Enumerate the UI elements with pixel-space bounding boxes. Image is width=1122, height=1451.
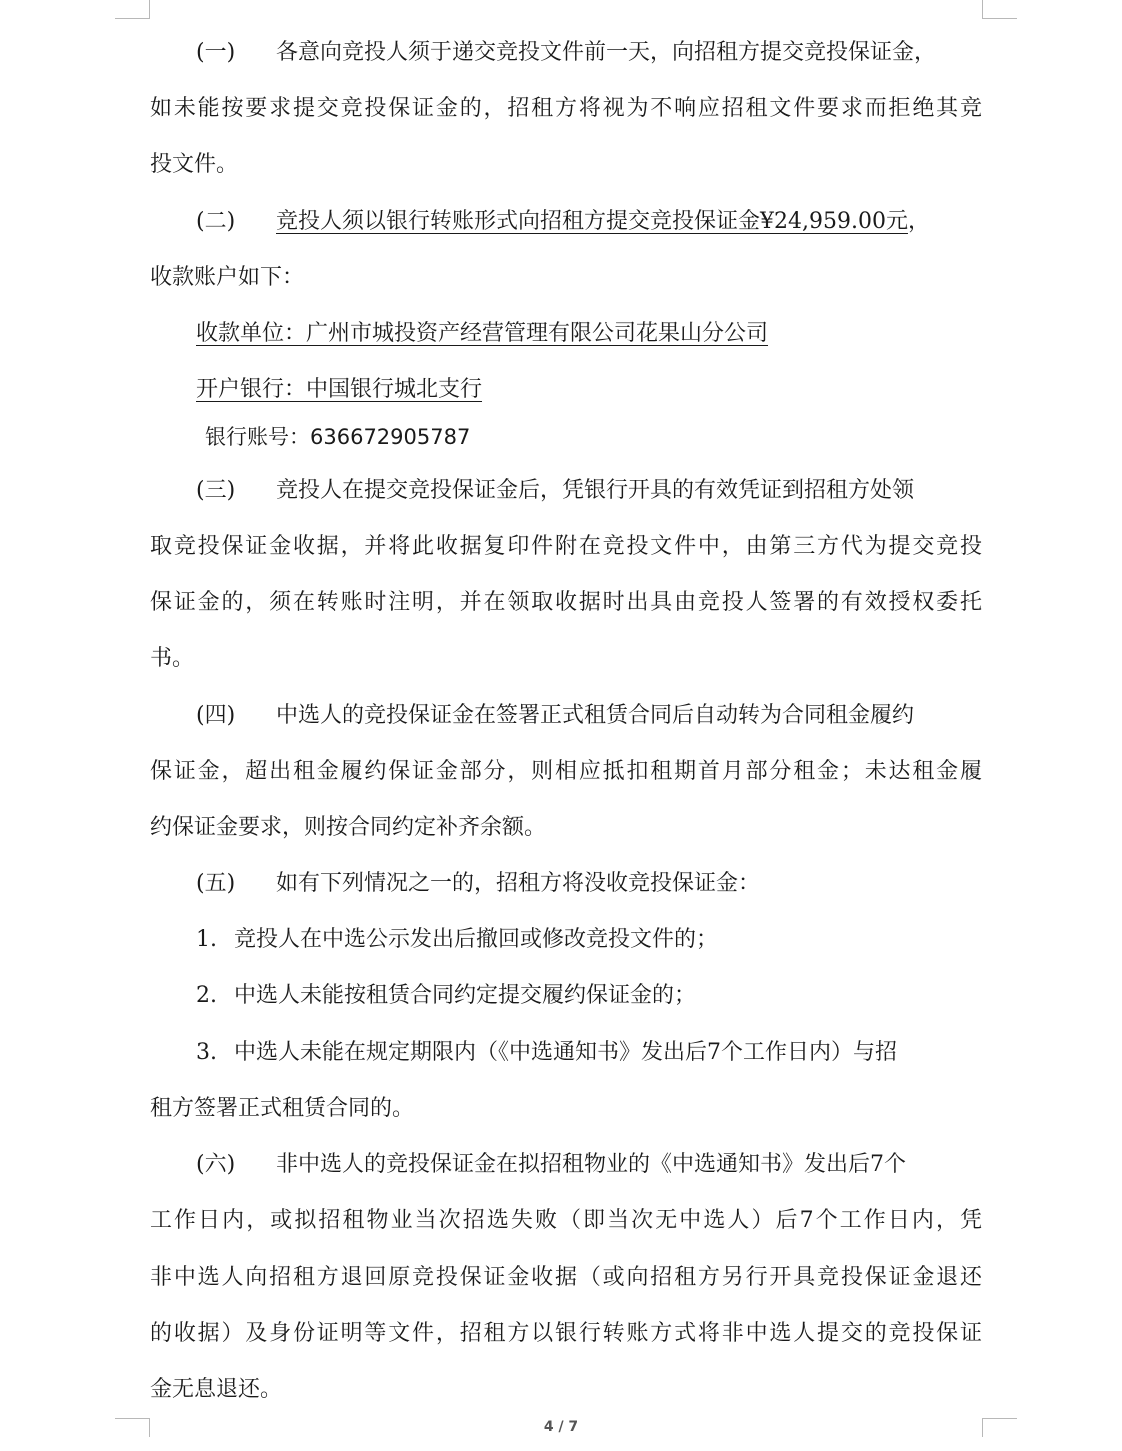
paragraph-6-line-1 [196,1150,906,1180]
list-item-2-number: 2. [196,983,217,1008]
paragraph-4-text-1: 中选人的竞投保证金在签署正式租赁合同后自动转为合同租金履约 [276,703,915,728]
paragraph-3-line-3: 保证金的，须在转账时注明，并在领取收据时出具由竞投人签署的有效授权委托 [150,590,982,615]
paragraph-3-line-4: 书。 [150,646,195,671]
paragraph-4-line-2: 保证金，超出租金履约保证金部分，则相应抵扣租期首月部分租金；未达租金履 [150,759,982,784]
list-item-3 [196,1038,897,1068]
paragraph-1-text-1: 各意向竞投人须于递交竞投文件前一天，向招租方提交竞投保证金， [276,40,937,65]
list-item-3-number: 3. [196,1040,217,1065]
paragraph-2-line-1 [196,207,930,237]
paragraph-6-number: (六) [196,1152,236,1177]
paragraph-2-line-1-tail: ， [907,209,930,234]
paragraph-1-line-2: 如未能按要求提交竞投保证金的，招租方将视为不响应招租文件要求而拒绝其竞 [150,96,982,121]
paragraph-2-number: (二) [196,209,236,234]
list-item-1 [196,925,718,955]
paragraph-3-number: (三) [196,478,236,503]
paragraph-6-line-4: 的收据）及身份证明等文件，招租方以银行转账方式将非中选人提交的竞投保证 [150,1321,982,1346]
account-number: 银行账号：636672905787 [205,425,471,449]
paragraph-3-text-1: 竞投人在提交竞投保证金后，凭银行开具的有效凭证到招租方处领 [276,478,915,503]
account-bank: 开户银行：中国银行城北支行 [196,377,483,402]
paragraph-5-text-1: 如有下列情况之一的，招租方将没收竞投保证金： [276,871,761,896]
list-item-3-text: 中选人未能在规定期限内（《中选通知书》发出后7个工作日内）与招 [234,1040,897,1065]
list-item-1-number: 1. [196,927,217,952]
paragraph-4-line-3: 约保证金要求，则按合同约定补齐余额。 [150,815,547,840]
paragraph-3-line-2: 取竞投保证金收据，并将此收据复印件附在竞投文件中，由第三方代为提交竞投 [150,534,982,559]
list-item-1-text: 竞投人在中选公示发出后撤回或修改竞投文件的； [234,927,719,952]
paragraph-2-line-2: 收款账户如下： [150,265,305,290]
paragraph-6-text-1: 非中选人的竞投保证金在拟招租物业的《中选通知书》发出后7个 [276,1152,906,1177]
paragraph-5-line-1 [196,869,760,899]
paragraph-5-number: (五) [196,871,236,896]
page-indicator: 4 / 7 [543,1419,579,1435]
paragraph-1-line-3: 投文件。 [150,152,239,177]
page-corner-top-left [115,0,150,19]
paragraph-6-line-2: 工作日内，或拟招租物业当次招选失败（即当次无中选人）后7个工作日内，凭 [150,1208,982,1233]
page-corner-top-right [982,0,1017,19]
list-item-2 [196,981,696,1011]
paragraph-1-line-1 [196,38,936,68]
paragraph-1-number: (一) [196,40,236,65]
deposit-amount-text: 竞投人须以银行转账形式向招租方提交竞投保证金¥24,959.00元 [276,209,908,234]
paragraph-4-number: (四) [196,703,236,728]
paragraph-4-line-1 [196,701,914,731]
account-payee: 收款单位：广州市城投资产经营管理有限公司花果山分公司 [196,321,769,346]
paragraph-6-line-3: 非中选人向招租方退回原竞投保证金收据（或向招租方另行开具竞投保证金退还 [150,1265,982,1290]
list-item-2-text: 中选人未能按租赁合同约定提交履约保证金的； [234,983,697,1008]
paragraph-6-line-5: 金无息退还。 [150,1377,283,1402]
paragraph-3-line-1 [196,476,914,506]
list-item-3-line-2: 租方签署正式租赁合同的。 [150,1096,415,1121]
